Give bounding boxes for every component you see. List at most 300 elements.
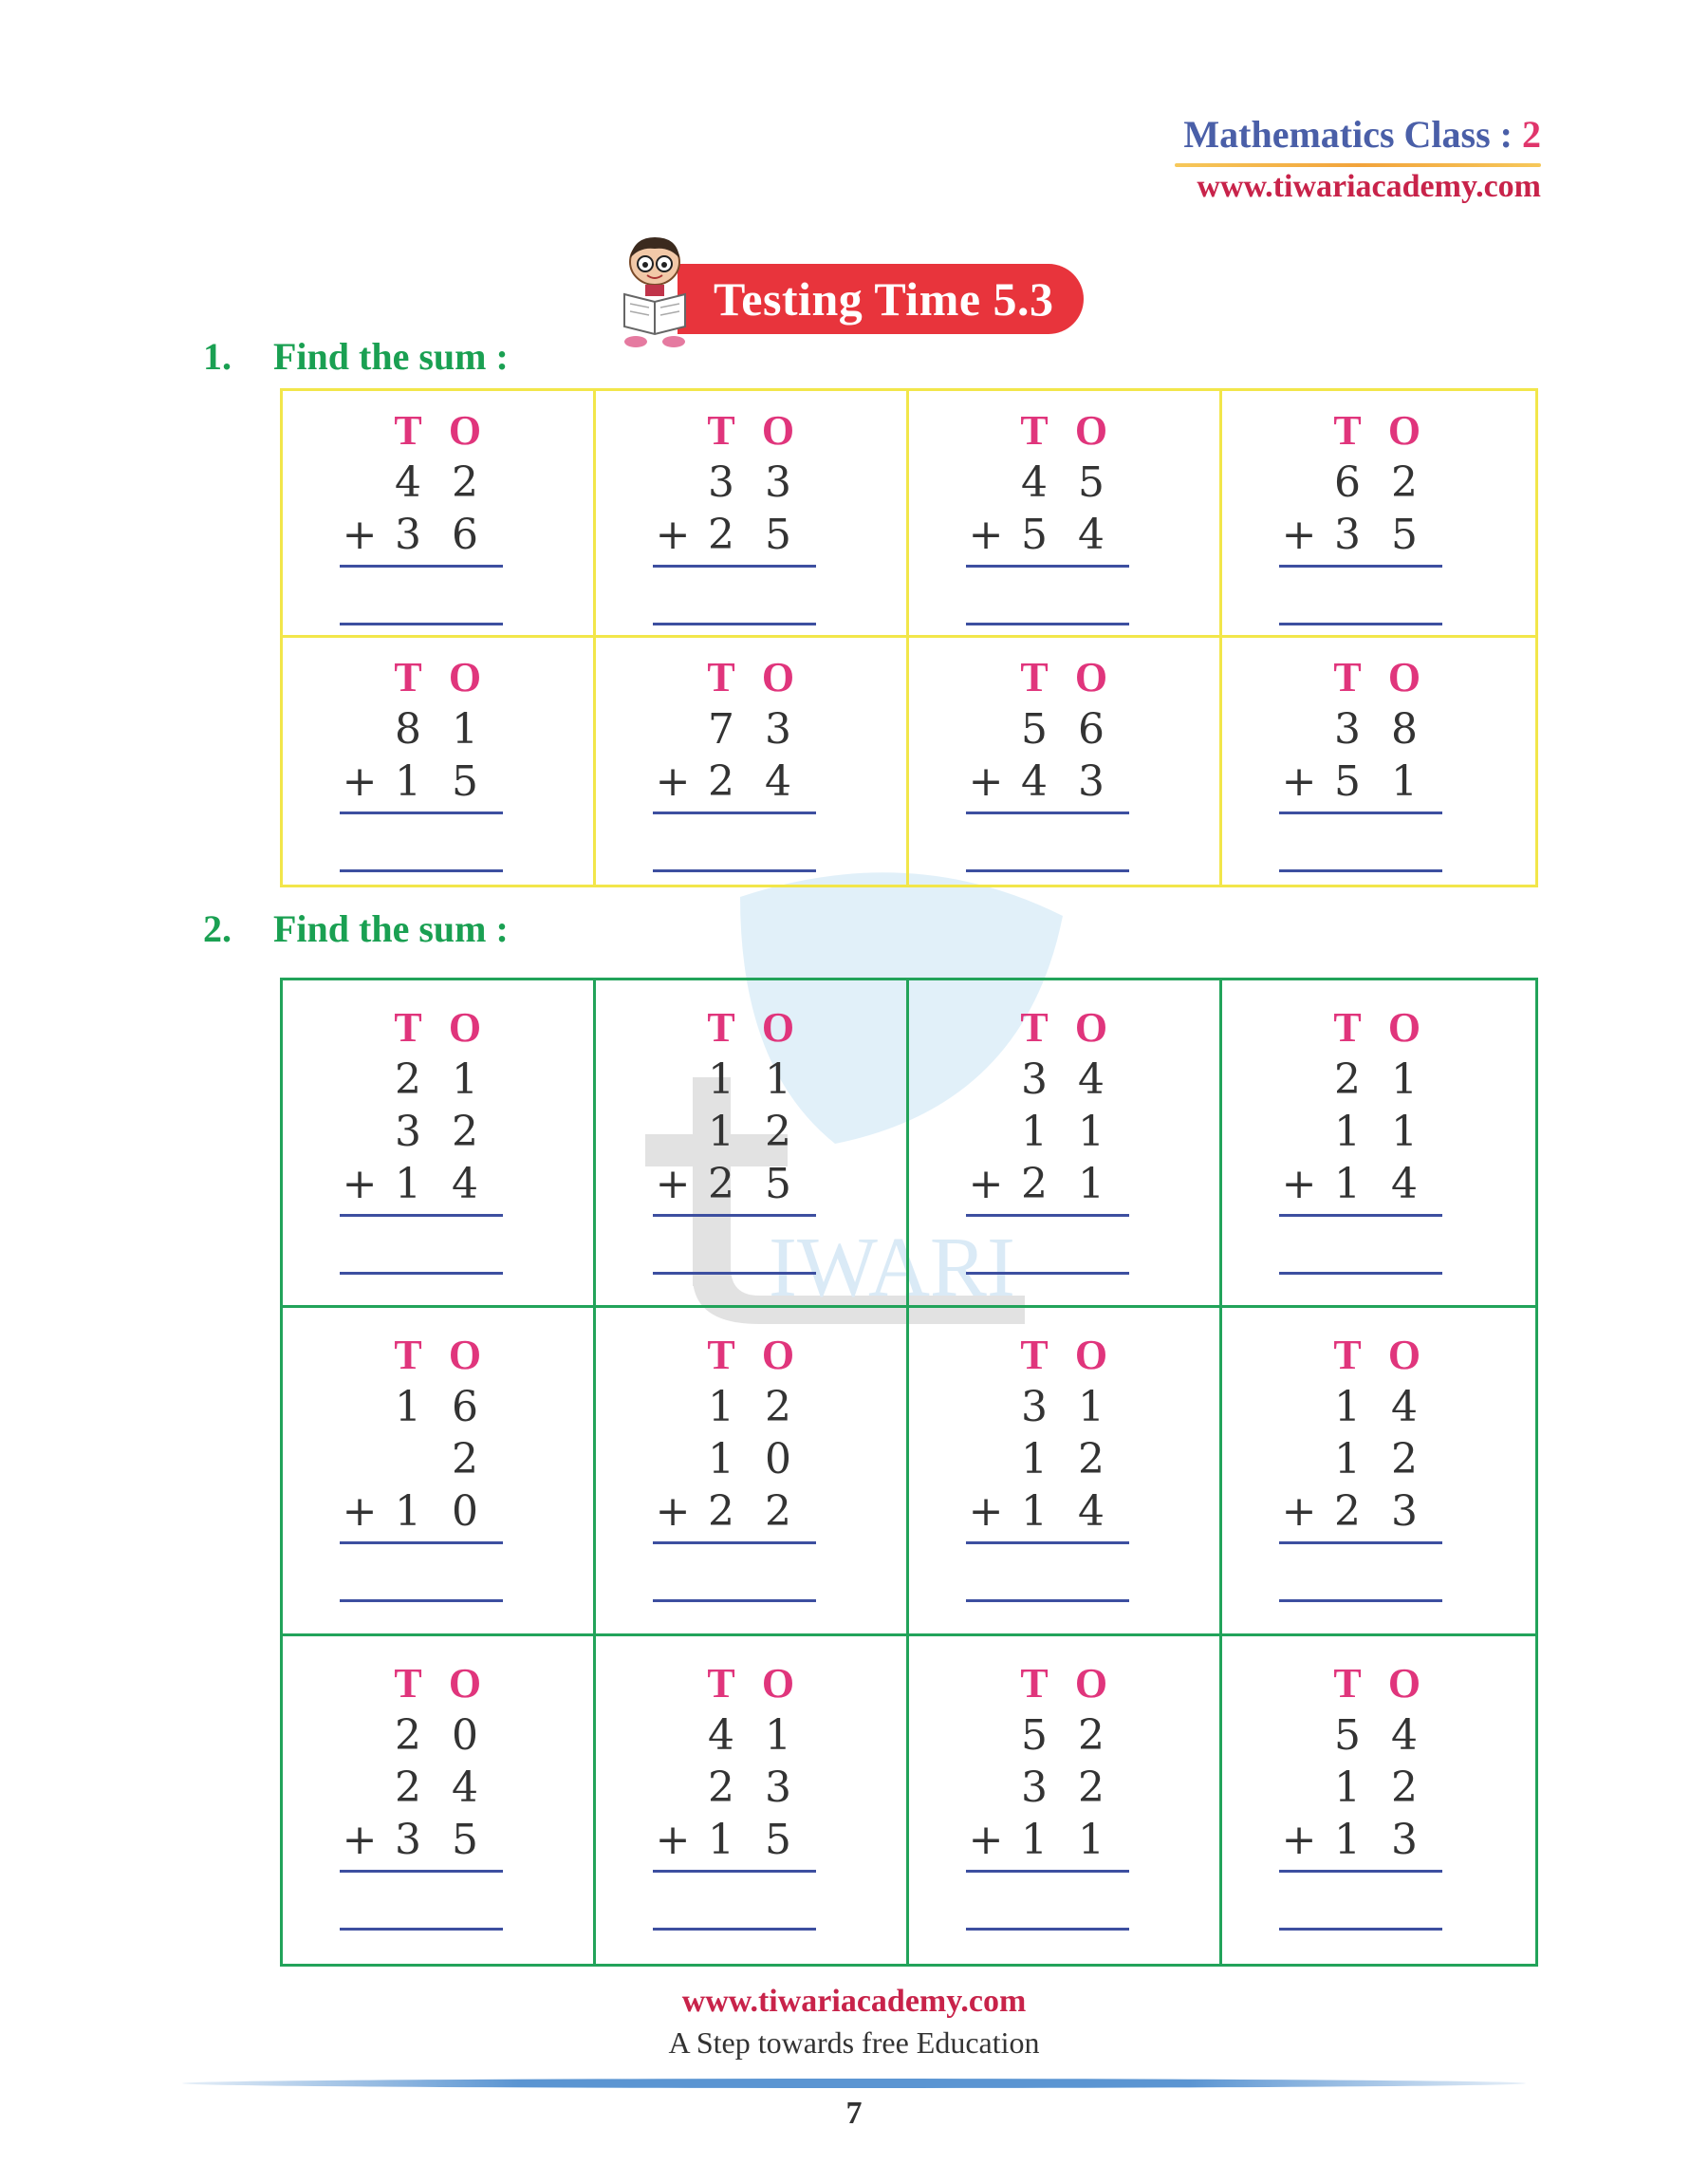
answer-blank[interactable]: [1279, 623, 1442, 625]
addend-row: [966, 1814, 1131, 1866]
tens-header: T: [394, 1332, 422, 1379]
ones-digit: 4: [452, 1160, 478, 1208]
tens-digit: 5: [1334, 757, 1361, 806]
page-title: Testing Time 5.3: [714, 272, 1054, 326]
ones-digit: 5: [1078, 458, 1105, 507]
addend-row: [340, 1762, 505, 1814]
addend-row: [340, 509, 505, 561]
tens-header: T: [394, 407, 422, 454]
tens-digit: 1: [708, 1435, 734, 1484]
operator: +: [655, 757, 691, 806]
sum-rule: [966, 812, 1129, 814]
tens-digit: 4: [1021, 757, 1048, 806]
footer-tagline: A Step towards free Education: [668, 2025, 1040, 2060]
addend-row: [653, 756, 818, 808]
title-badge: [678, 264, 1084, 334]
question-1-label: [203, 334, 509, 379]
sum-rule: [340, 565, 503, 568]
tens-header: T: [394, 1659, 422, 1707]
ones-header: O: [1074, 1004, 1108, 1051]
addend-row: [1279, 1054, 1444, 1106]
ones-header: O: [1074, 1659, 1108, 1707]
place-value-header: [653, 651, 818, 703]
tens-digit: 4: [708, 1710, 734, 1760]
operator: +: [1281, 1487, 1317, 1537]
tens-digit: 1: [1334, 1763, 1361, 1812]
addend-row: [966, 1381, 1131, 1433]
addend-row: [340, 1158, 505, 1210]
page-number: 7: [845, 2096, 863, 2131]
tens-digit: 3: [1334, 705, 1361, 754]
ones-digit: 8: [1391, 705, 1418, 754]
operator: +: [342, 511, 378, 559]
sum-rule: [653, 565, 816, 568]
tens-digit: 4: [1021, 458, 1048, 507]
addition-problem: [653, 404, 818, 625]
tens-digit: 3: [1021, 1763, 1048, 1812]
addition-problem: [340, 1001, 505, 1275]
operator: +: [655, 1487, 691, 1537]
addend-row: [966, 509, 1131, 561]
addend-row: [966, 1054, 1131, 1106]
addend-row: [653, 1381, 818, 1433]
footer-divider: [182, 2079, 1526, 2088]
place-value-header: [966, 1329, 1131, 1381]
tens-digit: 1: [395, 1160, 421, 1208]
question-2-number: 2.: [203, 907, 232, 950]
operator: +: [968, 1487, 1004, 1537]
place-value-header: [1279, 404, 1444, 457]
tens-header: T: [707, 1332, 735, 1379]
addition-problem: [340, 651, 505, 872]
tens-digit: 2: [708, 1763, 734, 1812]
problem-cell: [596, 638, 909, 885]
operator: +: [655, 1815, 691, 1864]
tens-digit: 1: [1334, 1815, 1361, 1864]
addition-problem: [340, 404, 505, 625]
answer-blank[interactable]: [1279, 1928, 1442, 1931]
tens-digit: 2: [708, 511, 734, 559]
place-value-header: [966, 1001, 1131, 1054]
addition-problem: [653, 1657, 818, 1931]
ones-header: O: [1387, 1332, 1421, 1379]
tens-digit: 5: [1021, 511, 1048, 559]
problem-cell: [596, 1636, 909, 1964]
ones-digit: 4: [1391, 1160, 1418, 1208]
addend-row: [1279, 1433, 1444, 1485]
addend-row: [340, 1709, 505, 1762]
ones-digit: 3: [1391, 1815, 1418, 1864]
ones-digit: 2: [765, 1383, 791, 1432]
answer-blank[interactable]: [966, 1272, 1129, 1275]
ones-header: O: [1074, 407, 1108, 454]
sum-rule: [653, 1870, 816, 1873]
tens-digit: 2: [708, 757, 734, 806]
addend-row: [1279, 1709, 1444, 1762]
tens-header: T: [1020, 1659, 1049, 1707]
ones-digit: 5: [452, 1815, 478, 1864]
footer-website: www.tiwariacademy.com: [681, 1984, 1027, 2019]
answer-blank[interactable]: [1279, 869, 1442, 872]
addend-row: [1279, 1106, 1444, 1158]
sum-rule: [340, 1214, 503, 1217]
tens-digit: 2: [1334, 1055, 1361, 1104]
tens-digit: 8: [395, 705, 421, 754]
question-2-grid: [280, 978, 1538, 1967]
addend-row: [653, 1709, 818, 1762]
ones-digit: 6: [1078, 705, 1105, 754]
answer-blank[interactable]: [966, 869, 1129, 872]
tens-header: T: [707, 1659, 735, 1707]
addend-row: [966, 756, 1131, 808]
tens-header: T: [707, 1004, 735, 1051]
addition-problem: [966, 1657, 1131, 1931]
tens-header: T: [394, 1004, 422, 1051]
tens-header: T: [1333, 407, 1362, 454]
sum-rule: [340, 812, 503, 814]
ones-digit: 2: [1391, 1763, 1418, 1812]
tens-digit: 1: [1334, 1383, 1361, 1432]
tens-header: T: [394, 654, 422, 700]
answer-blank[interactable]: [340, 869, 503, 872]
header-rule: [1175, 163, 1541, 167]
ones-digit: 0: [452, 1487, 478, 1537]
addend-row: [966, 457, 1131, 509]
addition-problem: [340, 1657, 505, 1931]
addition-problem: [966, 1329, 1131, 1602]
addition-problem: [653, 1001, 818, 1275]
tens-digit: 1: [708, 1383, 734, 1432]
header-class-number: 2: [1522, 113, 1541, 156]
ones-digit: 2: [765, 1108, 791, 1156]
addend-row: [340, 1106, 505, 1158]
tens-digit: 3: [395, 511, 421, 559]
place-value-header: [340, 1001, 505, 1054]
ones-digit: 1: [1391, 1108, 1418, 1156]
place-value-header: [340, 1329, 505, 1381]
ones-digit: 1: [765, 1055, 791, 1104]
addend-row: [340, 1485, 505, 1538]
answer-blank[interactable]: [653, 1599, 816, 1602]
problem-cell: [909, 638, 1222, 885]
ones-digit: 3: [765, 1763, 791, 1812]
addend-row: [966, 1762, 1131, 1814]
problem-cell: [596, 1308, 909, 1635]
ones-digit: 2: [452, 458, 478, 507]
problem-cell: [283, 391, 596, 638]
question-2-text: Find the sum :: [273, 907, 509, 950]
operator: +: [342, 1815, 378, 1864]
operator: +: [968, 757, 1004, 806]
answer-blank[interactable]: [966, 1599, 1129, 1602]
answer-blank[interactable]: [340, 1272, 503, 1275]
ones-header: O: [1387, 1004, 1421, 1051]
tens-digit: 4: [395, 458, 421, 507]
sum-rule: [653, 812, 816, 814]
tens-digit: 2: [708, 1487, 734, 1537]
addend-row: [653, 1433, 818, 1485]
answer-blank[interactable]: [653, 869, 816, 872]
place-value-header: [653, 404, 818, 457]
addend-row: [340, 1054, 505, 1106]
tens-digit: 3: [708, 458, 734, 507]
ones-digit: 2: [1078, 1710, 1105, 1760]
addend-row: [966, 1433, 1131, 1485]
operator: +: [968, 511, 1004, 559]
tens-header: T: [1020, 1004, 1049, 1051]
ones-header: O: [1387, 654, 1421, 700]
problem-cell: [596, 391, 909, 638]
tens-digit: 1: [395, 1383, 421, 1432]
tens-header: T: [1020, 654, 1049, 700]
sum-rule: [340, 1870, 503, 1873]
answer-blank[interactable]: [1279, 1272, 1442, 1275]
ones-digit: 1: [1078, 1383, 1105, 1432]
tens-digit: 1: [395, 1487, 421, 1537]
place-value-header: [340, 404, 505, 457]
ones-digit: 2: [452, 1435, 478, 1484]
sum-rule: [1279, 1541, 1442, 1544]
addend-row: [653, 1485, 818, 1538]
addend-row: [340, 1433, 505, 1485]
addend-row: [653, 457, 818, 509]
addend-row: [1279, 1814, 1444, 1866]
ones-header: O: [448, 407, 482, 454]
ones-digit: 1: [1391, 1055, 1418, 1104]
ones-header: O: [761, 1004, 795, 1051]
answer-blank[interactable]: [653, 1272, 816, 1275]
tens-digit: 1: [1021, 1108, 1048, 1156]
tens-digit: 1: [395, 757, 421, 806]
ones-digit: 6: [452, 511, 478, 559]
addition-problem: [1279, 404, 1444, 625]
ones-digit: 3: [765, 458, 791, 507]
ones-header: O: [761, 1659, 795, 1707]
sum-rule: [966, 1214, 1129, 1217]
ones-digit: 1: [1078, 1815, 1105, 1864]
tens-digit: 3: [1021, 1383, 1048, 1432]
tens-digit: 2: [395, 1710, 421, 1760]
tens-digit: 1: [1021, 1815, 1048, 1864]
ones-header: O: [761, 407, 795, 454]
operator: +: [655, 511, 691, 559]
header-subject: [1183, 112, 1541, 157]
place-value-header: [1279, 1329, 1444, 1381]
place-value-header: [340, 1657, 505, 1709]
tens-digit: 7: [708, 705, 734, 754]
question-1-grid: [280, 388, 1538, 887]
addend-row: [966, 1158, 1131, 1210]
tens-digit: 2: [395, 1763, 421, 1812]
addend-row: [1279, 1762, 1444, 1814]
addition-problem: [1279, 1329, 1444, 1602]
ones-digit: 4: [1391, 1383, 1418, 1432]
ones-digit: 1: [1078, 1108, 1105, 1156]
addition-problem: [653, 1329, 818, 1602]
problem-cell: [283, 638, 596, 885]
place-value-header: [1279, 1657, 1444, 1709]
sum-rule: [966, 1541, 1129, 1544]
addend-row: [1279, 457, 1444, 509]
tens-digit: 5: [1021, 705, 1048, 754]
addition-problem: [966, 651, 1131, 872]
tens-digit: 1: [708, 1815, 734, 1864]
answer-blank[interactable]: [340, 623, 503, 625]
ones-digit: 2: [1391, 458, 1418, 507]
ones-digit: 1: [1391, 757, 1418, 806]
operator: +: [1281, 511, 1317, 559]
problem-cell: [1222, 391, 1535, 638]
tens-digit: 2: [1334, 1487, 1361, 1537]
operator: +: [1281, 757, 1317, 806]
addend-row: [1279, 703, 1444, 756]
ones-digit: 3: [765, 705, 791, 754]
tens-digit: 6: [1334, 458, 1361, 507]
question-1-text: Find the sum :: [273, 335, 509, 378]
tens-digit: 1: [1021, 1435, 1048, 1484]
ones-header: O: [761, 1332, 795, 1379]
addend-row: [966, 1709, 1131, 1762]
addition-problem: [1279, 651, 1444, 872]
addend-row: [340, 457, 505, 509]
sum-rule: [653, 1541, 816, 1544]
addend-row: [653, 1762, 818, 1814]
ones-digit: 2: [1078, 1435, 1105, 1484]
addend-row: [966, 1485, 1131, 1538]
addition-problem: [340, 1329, 505, 1602]
sum-rule: [1279, 565, 1442, 568]
ones-digit: 6: [452, 1383, 478, 1432]
answer-blank[interactable]: [340, 1599, 503, 1602]
sum-rule: [653, 1214, 816, 1217]
ones-digit: 4: [1078, 1055, 1105, 1104]
sum-rule: [1279, 1214, 1442, 1217]
ones-digit: 4: [452, 1763, 478, 1812]
ones-digit: 1: [452, 1055, 478, 1104]
addend-row: [653, 509, 818, 561]
addend-row: [653, 1814, 818, 1866]
question-2-label: [203, 906, 509, 951]
ones-digit: 0: [452, 1710, 478, 1760]
operator: +: [1281, 1160, 1317, 1208]
addend-row: [1279, 756, 1444, 808]
header-subject-text: Mathematics Class :: [1183, 113, 1522, 156]
ones-digit: 4: [765, 757, 791, 806]
ones-digit: 5: [765, 511, 791, 559]
answer-blank[interactable]: [653, 623, 816, 625]
tens-header: T: [1020, 1332, 1049, 1379]
place-value-header: [1279, 651, 1444, 703]
ones-digit: 2: [1078, 1763, 1105, 1812]
svg-text:IWARI: IWARI: [769, 1221, 1015, 1315]
addition-problem: [653, 651, 818, 872]
ones-header: O: [761, 654, 795, 700]
ones-header: O: [448, 1004, 482, 1051]
ones-digit: 2: [1391, 1435, 1418, 1484]
answer-blank[interactable]: [966, 1928, 1129, 1931]
ones-digit: 2: [765, 1487, 791, 1537]
ones-header: O: [1387, 1659, 1421, 1707]
answer-blank[interactable]: [340, 1928, 503, 1931]
tens-digit: 1: [708, 1108, 734, 1156]
tens-digit: 3: [1021, 1055, 1048, 1104]
place-value-header: [966, 404, 1131, 457]
addend-row: [653, 703, 818, 756]
tens-header: T: [707, 654, 735, 700]
ones-header: O: [448, 1659, 482, 1707]
operator: +: [1281, 1815, 1317, 1864]
question-1-number: 1.: [203, 335, 232, 378]
ones-digit: 4: [1078, 1487, 1105, 1537]
ones-header: O: [1074, 1332, 1108, 1379]
place-value-header: [1279, 1001, 1444, 1054]
addend-row: [966, 703, 1131, 756]
tens-header: T: [1333, 1004, 1362, 1051]
ones-digit: 1: [765, 1710, 791, 1760]
tens-digit: 1: [1334, 1108, 1361, 1156]
addend-row: [1279, 1158, 1444, 1210]
tens-digit: 2: [395, 1055, 421, 1104]
addend-row: [340, 1814, 505, 1866]
problem-cell: [283, 980, 596, 1308]
ones-digit: 5: [765, 1160, 791, 1208]
problem-cell: [909, 391, 1222, 638]
addend-row: [1279, 509, 1444, 561]
tens-header: T: [1333, 1332, 1362, 1379]
addition-problem: [966, 1001, 1131, 1275]
problem-cell: [1222, 1308, 1535, 1635]
tens-digit: 3: [1334, 511, 1361, 559]
tens-header: T: [1020, 407, 1049, 454]
ones-header: O: [1387, 407, 1421, 454]
tens-header: T: [1333, 1659, 1362, 1707]
addend-row: [340, 756, 505, 808]
problem-cell: [909, 1308, 1222, 1635]
tens-digit: 2: [708, 1160, 734, 1208]
addend-row: [966, 1106, 1131, 1158]
problem-cell: [909, 980, 1222, 1308]
problem-cell: [909, 1636, 1222, 1964]
ones-header: O: [448, 654, 482, 700]
operator: +: [968, 1815, 1004, 1864]
ones-digit: 5: [765, 1815, 791, 1864]
place-value-header: [653, 1329, 818, 1381]
sum-rule: [1279, 812, 1442, 814]
place-value-header: [966, 1657, 1131, 1709]
tens-header: T: [1333, 654, 1362, 700]
problem-cell: [283, 1308, 596, 1635]
ones-digit: 1: [452, 705, 478, 754]
header-website: www.tiwariacademy.com: [1197, 169, 1541, 204]
ones-digit: 3: [1078, 757, 1105, 806]
answer-blank[interactable]: [653, 1928, 816, 1931]
addend-row: [1279, 1381, 1444, 1433]
problem-cell: [1222, 638, 1535, 885]
operator: +: [968, 1160, 1004, 1208]
operator: +: [342, 757, 378, 806]
answer-blank[interactable]: [966, 623, 1129, 625]
ones-digit: 4: [1078, 511, 1105, 559]
tens-header: T: [707, 407, 735, 454]
addition-problem: [1279, 1657, 1444, 1931]
sum-rule: [1279, 1870, 1442, 1873]
answer-blank[interactable]: [1279, 1599, 1442, 1602]
addend-row: [653, 1158, 818, 1210]
tens-digit: 5: [1334, 1710, 1361, 1760]
ones-digit: 5: [1391, 511, 1418, 559]
ones-digit: 0: [765, 1435, 791, 1484]
addition-problem: [966, 404, 1131, 625]
